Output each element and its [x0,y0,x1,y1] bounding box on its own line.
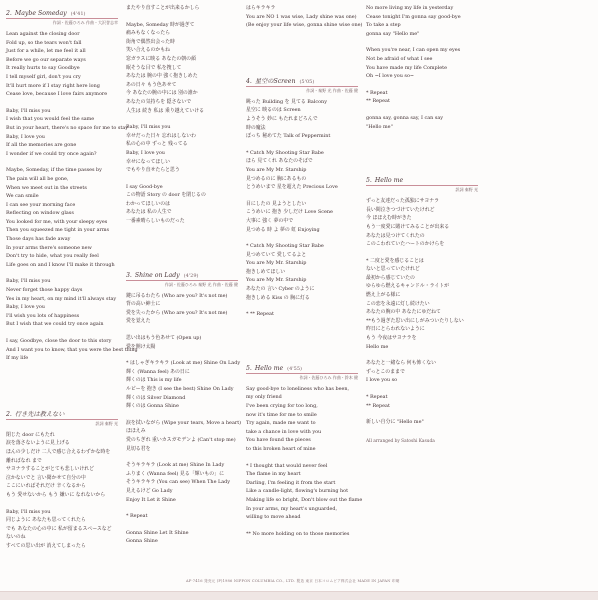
lyric-line: 燃え上がる様に [366,292,401,299]
lyric-line: 眺った Building を 見てる Balcony [246,98,327,105]
lyric-line: Like a candle-light, flowing's burning hot [246,488,349,495]
lyric-line: 見切る君を [126,445,151,452]
song-separator-space [246,30,358,70]
lyric-line: 輝くのは This is my life [126,377,182,384]
lyric-line: Yes in my heart, on my mind it'll always stay [6,295,117,302]
lyric-line: あなたの腕の中 あなたにゆだねて [366,309,441,316]
stanza-gap [366,38,478,46]
title-underline [126,280,238,281]
lyric-line: Baby, I'll miss you [6,278,51,285]
stanza-gap [366,385,478,393]
lyric-line: 時の魔法 [246,124,266,131]
stanza-gap [126,521,238,529]
lyric-line: 見つめるのに 胸にあるもの [246,175,307,182]
lyric-line: "Hello me" [366,123,393,130]
lyric-line: 涙を落さないように見上げる [6,440,70,447]
lyric-line: I'll wish you lots of happiness [6,312,80,319]
lyric-line: 長い間泣きつづけていたけれど [366,206,435,213]
lyric-line: ルビーを 抱き (I see the best) Shine On Lady [126,386,234,392]
lyric-line: my only friend [246,394,282,401]
lyric-line: Life goes on and I know I'll make it through [6,261,115,268]
lyric-line: 昨日にとらわれないように [366,326,425,333]
lyric-line: 窓ガラスに映る あなたの朝の顔 [126,55,196,62]
song-credit: 作詞・佐藤ひろみ 秦野 光 作曲・佐藤 健 [164,281,238,287]
lyric-line: When we meet out in the streets [6,184,87,191]
lyric-line: またやり直すことが出来るかしら [126,5,200,11]
lyric-line: あなたは 腕の中 強く抱きしめた [126,73,198,80]
song-duration: (4'55) [287,365,302,372]
lyric-line: Making life so bright, Don't blow out the flame [246,496,363,503]
lyric-line: あなたの 言い Cyber のように [246,286,315,293]
song-separator-space [246,319,358,359]
lyric-line: ないと思っていたけれど [366,266,420,273]
lyric-line: * Catch My Shooting Star Babe [246,243,324,250]
lyric-line: 抱きしめる Kiss の 胸に灯る [246,294,310,301]
lyric-line: でも あなたの心の中に 私が留まるスペースなど [6,525,112,532]
lyric-line: now it's time for me to smile [246,411,317,418]
song-title-text: 行き先は教えない [14,410,65,418]
lyric-line: わかってほしいのは [126,200,171,207]
lyric-line: It really hurts to say Goodbye [6,65,80,72]
lyric-line: 最初から感じていたの [366,274,415,281]
lyric-line: ないのね [6,534,26,541]
lyric-line: ふりまく (Wanna feel) 見る「輝いもの」に [126,470,224,477]
lyric-line: ようそう 妙に もたれまどろんで [246,115,318,122]
lyric-line: If my life [6,355,29,362]
lyric-line: 愛のちぎれ 重いカスガモデンよ (Can't stop me) [126,436,236,443]
lyric-line: ずっと友達だった孤独にサヨナラ [366,198,440,205]
lyric-line: ** Repeat [366,402,390,409]
lyric-line: willing to move ahead [246,514,301,521]
stanza-gap [126,175,238,183]
lyric-line: Just for a while, let me feel it all [6,48,86,55]
lyric-line: Try again, made me want to [246,420,316,427]
song-duration: (5'05) [299,78,315,85]
lyric-line: In your arms, my heart's unguarded, [246,505,338,512]
lyric-line: * はしゃぎキラキラ (Look at me) Shine On Lady [126,360,241,367]
lyric-line: take a chance in love with you [246,428,322,435]
lyric-line: あなたは 私の人生で [126,209,172,216]
lyric-line: 輝くのは Gonna Shine [126,403,179,410]
stanza-gap [6,158,118,166]
lyric-line: 愛を覚えた [126,318,151,325]
lyric-line: あなたと一緒なら 何も怖くない [366,360,437,367]
stanza-gap [6,329,118,337]
lyric-line: あの日々 もう色あせて [126,81,177,88]
lyric-line: 笑い合えるのかもね [126,47,171,54]
lyric-line: Then you squeezed me tight in your arms [6,227,109,234]
lyric-line: I love you so [366,377,398,384]
lyric-line: Oh ~I love you so~ [366,73,414,80]
song-title-text: Maybe Someday [14,10,67,17]
lyric-line: Cease tonight I'm gonna say good-bye [366,13,461,20]
song-title [246,365,358,374]
lyric-line: You looked for me, with your sleepy eyes [6,218,108,225]
song-title [366,177,478,186]
lyric-line: Baby, I love you [126,149,165,156]
lyric-line: If all the memories are gone [6,142,77,149]
page-bottom-edge [0,591,598,600]
lyric-line: この物語 Story の door を閉じるの [126,192,206,199]
lyric-line: No more living my life in yesterday [366,5,454,11]
song-title-text: Hello me [254,364,284,372]
lyric-line: Hello me [366,343,389,350]
lyric-line: Not be afraid of what I see [366,55,433,62]
lyric-line: 街角で偶然出会った時 [126,38,175,45]
stanza-gap [246,522,358,530]
song-credit: 訳詞 秦野 光 [95,420,118,426]
stanza-gap [126,453,238,461]
lyric-line: こうめいに 抱き 少しだけ Love Scene [246,209,333,216]
catalog-footer: AF-7416 発売元 (P)1986 NIPPON COLUMBIA CO., LTD. 製造 東京 日本コロムビア株式会社 MADE IN JAPAN 印刷 [186,579,400,583]
lyric-line: 閉じた door にもたれ [6,431,55,438]
lyric-line: * I thought that would never feel [246,462,328,469]
lyric-line: But in your heart, there's no space for me to stay [6,124,129,131]
song-number: 4. [246,77,252,85]
lyric-line: 見つめる 時 よ 夢の 虹 Enjoying [246,226,320,233]
lyric-line: 愛を失ったから (Who are you? It's not me) [126,309,228,316]
lyric-line: 泣かないでと 言い聞かせて自分の中 [6,474,86,481]
lyric-line: ほんの少しだけ 二人で感じ合えるわずかな時を [6,448,111,455]
lyric-line: Never forget those happy days [6,287,83,294]
lyric-line: ゆらゆら燃えるキャンドル・ライトが [366,283,449,290]
lyric-line: But I wish that we could try once again [6,321,104,328]
lyric-line: すべての思い出が 消えてしまったら [6,542,86,549]
lyric-line: And I want you to know, that you were the best thing [6,346,138,353]
lyric-line: It'll hurt more if I stay right here long [6,82,100,89]
lyric-line: Reflecting on window glass [6,210,74,217]
stanza-gap [126,351,238,359]
song-title [6,409,118,420]
stanza-gap [246,302,358,310]
song-title [126,272,238,281]
lyric-line: * Repeat [126,513,148,520]
lyric-line: Gonna Shine Let It Shine [126,529,189,536]
lyric-line: もう一度愛に賭けてみることが出来る [366,223,450,230]
lyric-line: Before we go our separate ways [6,56,86,63]
title-underline [6,419,118,420]
lyric-line: このこわれていたハートのかけらを [366,241,445,248]
song-title-text: 星空のScreen [254,77,296,85]
song-separator-space [6,363,118,403]
stanza-gap [126,504,238,512]
lyric-line: Baby, I'll miss you [126,124,171,131]
song-number: 2. [6,410,12,418]
stanza-gap [6,500,118,508]
song-credit: 作詞・秦野 光 作曲・佐藤 健 [306,87,358,93]
song-credit: 作詞・佐藤ひろみ 作曲・大沢誉志幸 [52,20,118,25]
stanza-gap [366,351,478,359]
lyric-line: 見つめていて 愛してるよと [246,251,307,258]
lyric-line: You are My Mr. Starship [246,277,307,284]
lyric-line: とうめいまで 星を超えた Precious Love [246,184,338,191]
lyric-line: The flame in my heart [246,471,301,478]
lyric-line: You are NO 1 was wise, Lady shine was one) [246,13,357,20]
lyric-line: to this broken heart of mine [246,446,316,452]
title-underline [6,18,118,19]
lyric-line: Baby, I love you [6,304,45,311]
lyric-line: You are My Mr. Starship [246,166,307,173]
title-underline [246,86,358,87]
lyric-line: ずっとこのままで [366,368,405,375]
lyric-line: でもやり直せたらと思う [126,167,180,174]
lyric-line: ** Repeat [366,98,390,105]
lyric-line: 眠そうな目で 私を捜して [126,64,182,71]
song-credit: 訳詞 秦野 光 [455,187,478,193]
lyric-line: 幸せだった日々 忘れはしないわ [126,132,197,139]
lyric-line: Gonna Shine [126,538,158,545]
lyric-line: 今 ほほえむ時がきた [366,215,412,222]
lyric-line: (Be enjoy your life wise, gonna shine wise one) [246,22,363,29]
song-number: 5. [366,177,372,185]
lyric-line: The pain will all be gone, [6,175,69,182]
lyric-line: **もう過ぎた思い出にしがみついたりしない [366,317,464,324]
lyric-line: I say Good-bye [126,183,163,190]
lyric-line: あなたの気持ちを 隠さないで [126,98,192,105]
lyric-column-3 [246,4,363,538]
lyric-line: gonna say "Hello me" [366,30,420,37]
lyric-line: To take a step [366,22,401,29]
lyric-line: あなたは見つけてくれたの [366,232,425,239]
song-number: 2. [6,10,12,17]
arranger-credit: All arranged by Satoshi Kasuda [366,438,435,444]
lyric-line: 新しい自分に "Hello me" [366,419,424,426]
lyric-line: 鍵に吊るわたち (Who are you? It's not me) [126,292,228,299]
stanza-gap [126,411,238,419]
title-underline [246,373,358,374]
lyric-line: 同じように あなたも思ってくれたら [6,517,86,524]
stanza-gap [246,234,358,242]
lyric-line: 一番素晴らしいものだった [126,218,185,225]
lyric-line: Don't try to hide, what you really feel [6,253,99,260]
lyric-line: もう 愛せないから もう 嫌いに なれないから [6,491,106,498]
lyric-line: I say, Goodbye, close the door to this story [6,338,112,344]
lyric-line: Enjoy It Let it Shine [126,496,176,503]
stanza-gap [366,410,478,418]
song-number: 3. [126,271,132,279]
lyric-line: In your arms there's someone new [6,244,92,251]
lyric-line: ** No more holding on to those memories [246,530,350,537]
lyric-line: 見えるけど Go Lady [126,487,173,494]
stanza-gap [246,192,358,200]
lyric-line: Those days has fade away [6,236,71,243]
stanza-gap [6,269,118,277]
lyric-line: サヨナラすることがとても悲しいけれど [6,466,95,473]
lyric-column-4 [366,4,478,444]
lyric-line: 痛みもなくなったら [126,30,171,37]
lyric-line: 愛を開け太陽 [126,343,156,350]
lyric-line: ほら 見てくれ あなたのそばで [246,158,313,165]
lyric-line: 抱きしめてほしい [246,268,286,275]
stanza-gap [126,115,238,123]
lyric-line: 離ればなれ まで [6,457,42,464]
stanza-gap [366,106,478,114]
lyric-line: I've been crying for too long, [246,403,318,410]
lyric-line: Baby, I'll miss you [6,508,51,515]
song-title-text: Hello me [374,177,404,185]
lyric-line: 思い出はもう色あせて (Open up) [126,335,202,342]
lyric-line: I wonder if we could try once again? [6,150,97,157]
lyric-line: 目にしたの 見ようとしたい [246,200,307,207]
lyric-line: 輝く (Wanna feel) あの日に [126,368,190,375]
lyric-line: * Repeat [366,89,388,96]
song-title-text: Shine on Lady [134,271,180,279]
lyric-line: 私の心の中 ずっと 残ってる [126,141,188,148]
lyric-line: Say good-bye to loneliness who has been, [246,385,350,392]
lyric-line: Lean against the closing door [6,31,80,37]
lyric-line: I can see your morning face [6,201,76,208]
lyric-line: We can smile [6,193,39,200]
stanza-gap [126,13,238,21]
song-separator-space [366,131,478,171]
lyric-line: Maybe, Someday 時が過ぎて [126,21,195,28]
lyric-line: You are My Mr. Starship [246,260,307,267]
lyric-line: 人生は 続き 私は 乗り越えていける [126,107,205,114]
title-underline [366,185,478,186]
lyric-line: ぼっち 秘めてた Talk of Peppermint [246,133,331,140]
lyric-line: I wish that you would feel the same [6,116,95,123]
lyric-line: When you're near, I can open my eyes [366,47,461,54]
lyric-line: * ** Repeat [246,311,274,318]
song-number: 5. [246,364,252,372]
lyric-line: はらキラキラ [246,5,276,11]
song-duration: (4'29) [183,272,199,279]
lyric-line: Baby, I'll miss you [6,107,51,114]
lyric-line: You have made my life Complete [366,64,447,71]
stanza-gap [126,326,238,334]
lyric-line: Fold up, so the tears won't fall [6,39,82,46]
lyric-line: * Catch My Shooting Star Babe [246,149,324,156]
stanza-gap [246,454,358,462]
lyric-line: そうキラキラ (Look at me) Shine In Lady [126,462,225,469]
lyric-line: Baby, I love you [6,133,45,140]
song-credit: 作詞・佐藤ひろみ 作曲・鈴木 健 [299,374,358,380]
lyric-line: 涙を拭いながら (Wipe your tears, Move a heart) [126,419,242,426]
lyric-line: 背の高い紳士に [126,301,161,308]
lyric-line: ほほえみ [126,428,146,435]
lyric-column-2 [126,4,242,546]
lyric-line: Darling, I'm feeling it from the start [246,479,336,486]
lyric-line: 星空に 映るのは Screen [246,107,301,114]
lyric-line: 輝くのは Silver Diamond [126,394,186,401]
song-duration: (4'41) [70,11,86,17]
song-separator-space [126,226,238,266]
lyric-line: そうキラキラ (You can see) When The Lady [126,479,231,486]
lyric-line: 今 あなたの腕の中には 別の誰か [126,90,198,97]
lyric-line: 大事に 強く 夢の中で [246,217,294,224]
lyric-line: ここにいればそれだけ 辛くなるから [6,483,86,490]
song-title [6,10,118,19]
lyric-line: この恋を永遠に灯し続けたい [366,300,430,307]
lyric-line: * Repeat [366,394,388,400]
lyric-line: 幸せになってほしい [126,158,171,165]
stanza-gap [6,99,118,107]
stanza-gap [246,141,358,149]
lyric-line: You have found the pieces [246,437,311,444]
lyric-line: もう 今夜はサヨナラを [366,335,417,342]
lyric-line: Cease love, because I love fairs anymore [6,91,108,98]
lyric-line: * 二度と愛を感じることは [366,257,424,264]
lyric-line: Maybe, Someday, if the time passes by [6,167,102,174]
song-title [246,76,358,87]
stanza-gap [366,81,478,89]
stanza-gap [366,249,478,257]
lyric-line: gonna say, gonna say, I can say [366,114,444,121]
lyric-line: I tell myself girl, don't you cry [6,73,81,80]
